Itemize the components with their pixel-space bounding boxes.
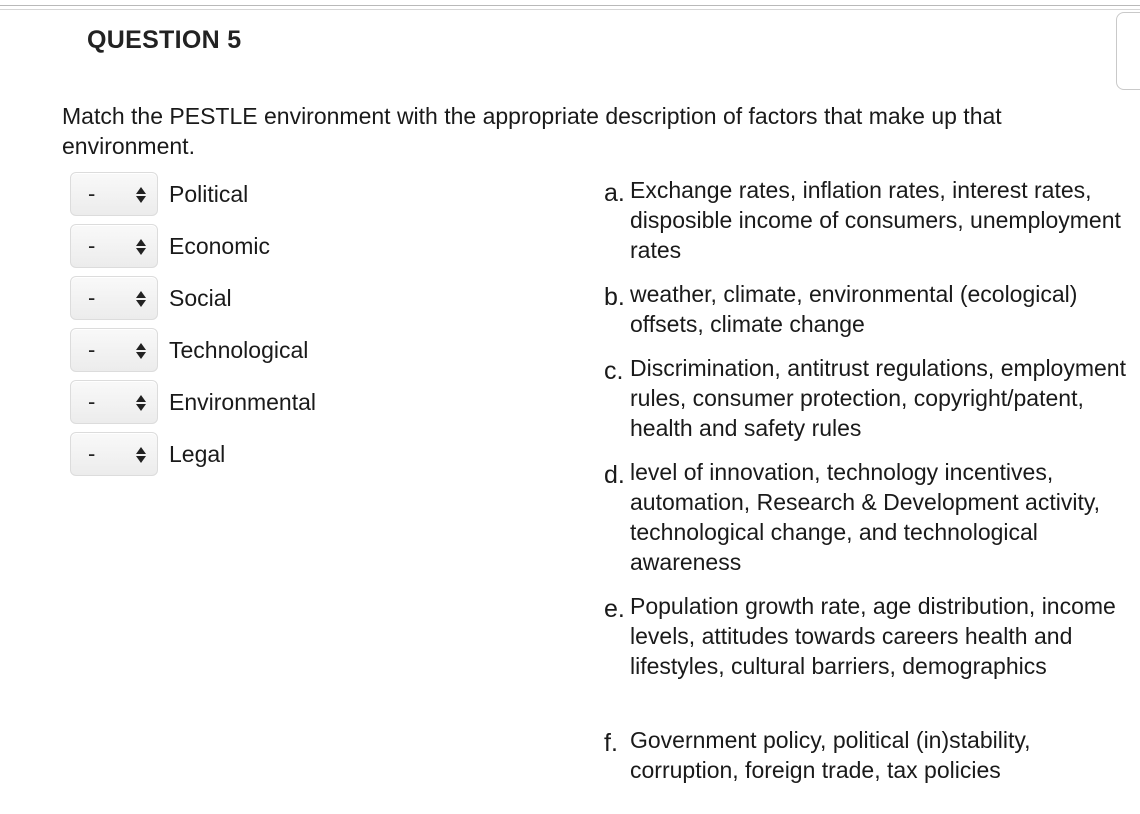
- answer-letter: e.: [604, 595, 625, 623]
- select-value: -: [88, 337, 96, 362]
- match-row-environmental: [70, 380, 316, 424]
- answer-text: Population growth rate, age distribution, income levels, attitudes towards careers health and lifestyles, cultural barriers, demographics: [630, 593, 1116, 679]
- answer-text: Discrimination, antitrust regulations, employment rules, consumer protection, copyright/patent, health and safety rules: [630, 355, 1126, 441]
- answer-text: level of innovation, technology incentives, automation, Research & Development activity, technological change, and technological awareness: [630, 459, 1101, 575]
- match-select-legal[interactable]: [70, 432, 158, 476]
- question-prompt: Match the PESTLE environment with the appropriate description of factors that make up that environment.: [62, 103, 1002, 159]
- match-select-environmental[interactable]: [70, 380, 158, 424]
- answer-option-b: [604, 279, 1134, 339]
- select-value: -: [88, 441, 96, 466]
- match-row-technological: [70, 328, 308, 372]
- match-row-legal: [70, 432, 225, 476]
- answer-letter: b.: [604, 283, 625, 311]
- answer-letter: a.: [604, 179, 625, 207]
- premise-label-legal: Legal: [169, 441, 226, 467]
- answer-text: weather, climate, environmental (ecological) offsets, climate change: [630, 281, 1078, 337]
- premise-label-environmental: Environmental: [169, 389, 317, 415]
- up-down-arrows-icon: [135, 234, 147, 260]
- answer-letter: f.: [604, 729, 618, 757]
- match-select-economic[interactable]: [70, 224, 158, 268]
- up-down-arrows-icon: [135, 182, 147, 208]
- match-row-political: [70, 172, 248, 216]
- answer-letter: d.: [604, 461, 625, 489]
- match-select-social[interactable]: [70, 276, 158, 320]
- match-select-technological[interactable]: [70, 328, 158, 372]
- answer-option-d: [604, 457, 1134, 577]
- select-value: -: [88, 285, 96, 310]
- side-panel-tab: [1116, 12, 1140, 90]
- answer-letter: c.: [604, 357, 624, 385]
- select-value: -: [88, 389, 96, 414]
- select-value: -: [88, 233, 96, 258]
- match-row-social: [70, 276, 232, 320]
- premise-label-political: Political: [169, 181, 249, 207]
- top-divider: [0, 5, 1140, 6]
- answer-text: Exchange rates, inflation rates, interest rates, disposible income of consumers, unemployment rates: [630, 177, 1121, 263]
- answer-option-c: [604, 353, 1134, 443]
- up-down-arrows-icon: [135, 338, 147, 364]
- select-value: -: [88, 181, 96, 206]
- answer-option-a: [604, 175, 1134, 265]
- match-row-economic: [70, 224, 270, 268]
- premise-label-social: Social: [169, 285, 232, 311]
- answer-option-e: [604, 591, 1134, 681]
- top-divider-secondary: [0, 9, 1140, 10]
- match-select-political[interactable]: [70, 172, 158, 216]
- premise-label-economic: Economic: [169, 233, 270, 259]
- answer-option-f: [604, 725, 1134, 785]
- up-down-arrows-icon: [135, 390, 147, 416]
- question-title: QUESTION 5: [87, 26, 242, 54]
- answer-text: Government policy, political (in)stability, corruption, foreign trade, tax policies: [630, 727, 1031, 783]
- up-down-arrows-icon: [135, 442, 147, 468]
- up-down-arrows-icon: [135, 286, 147, 312]
- premise-label-technological: Technological: [169, 337, 309, 363]
